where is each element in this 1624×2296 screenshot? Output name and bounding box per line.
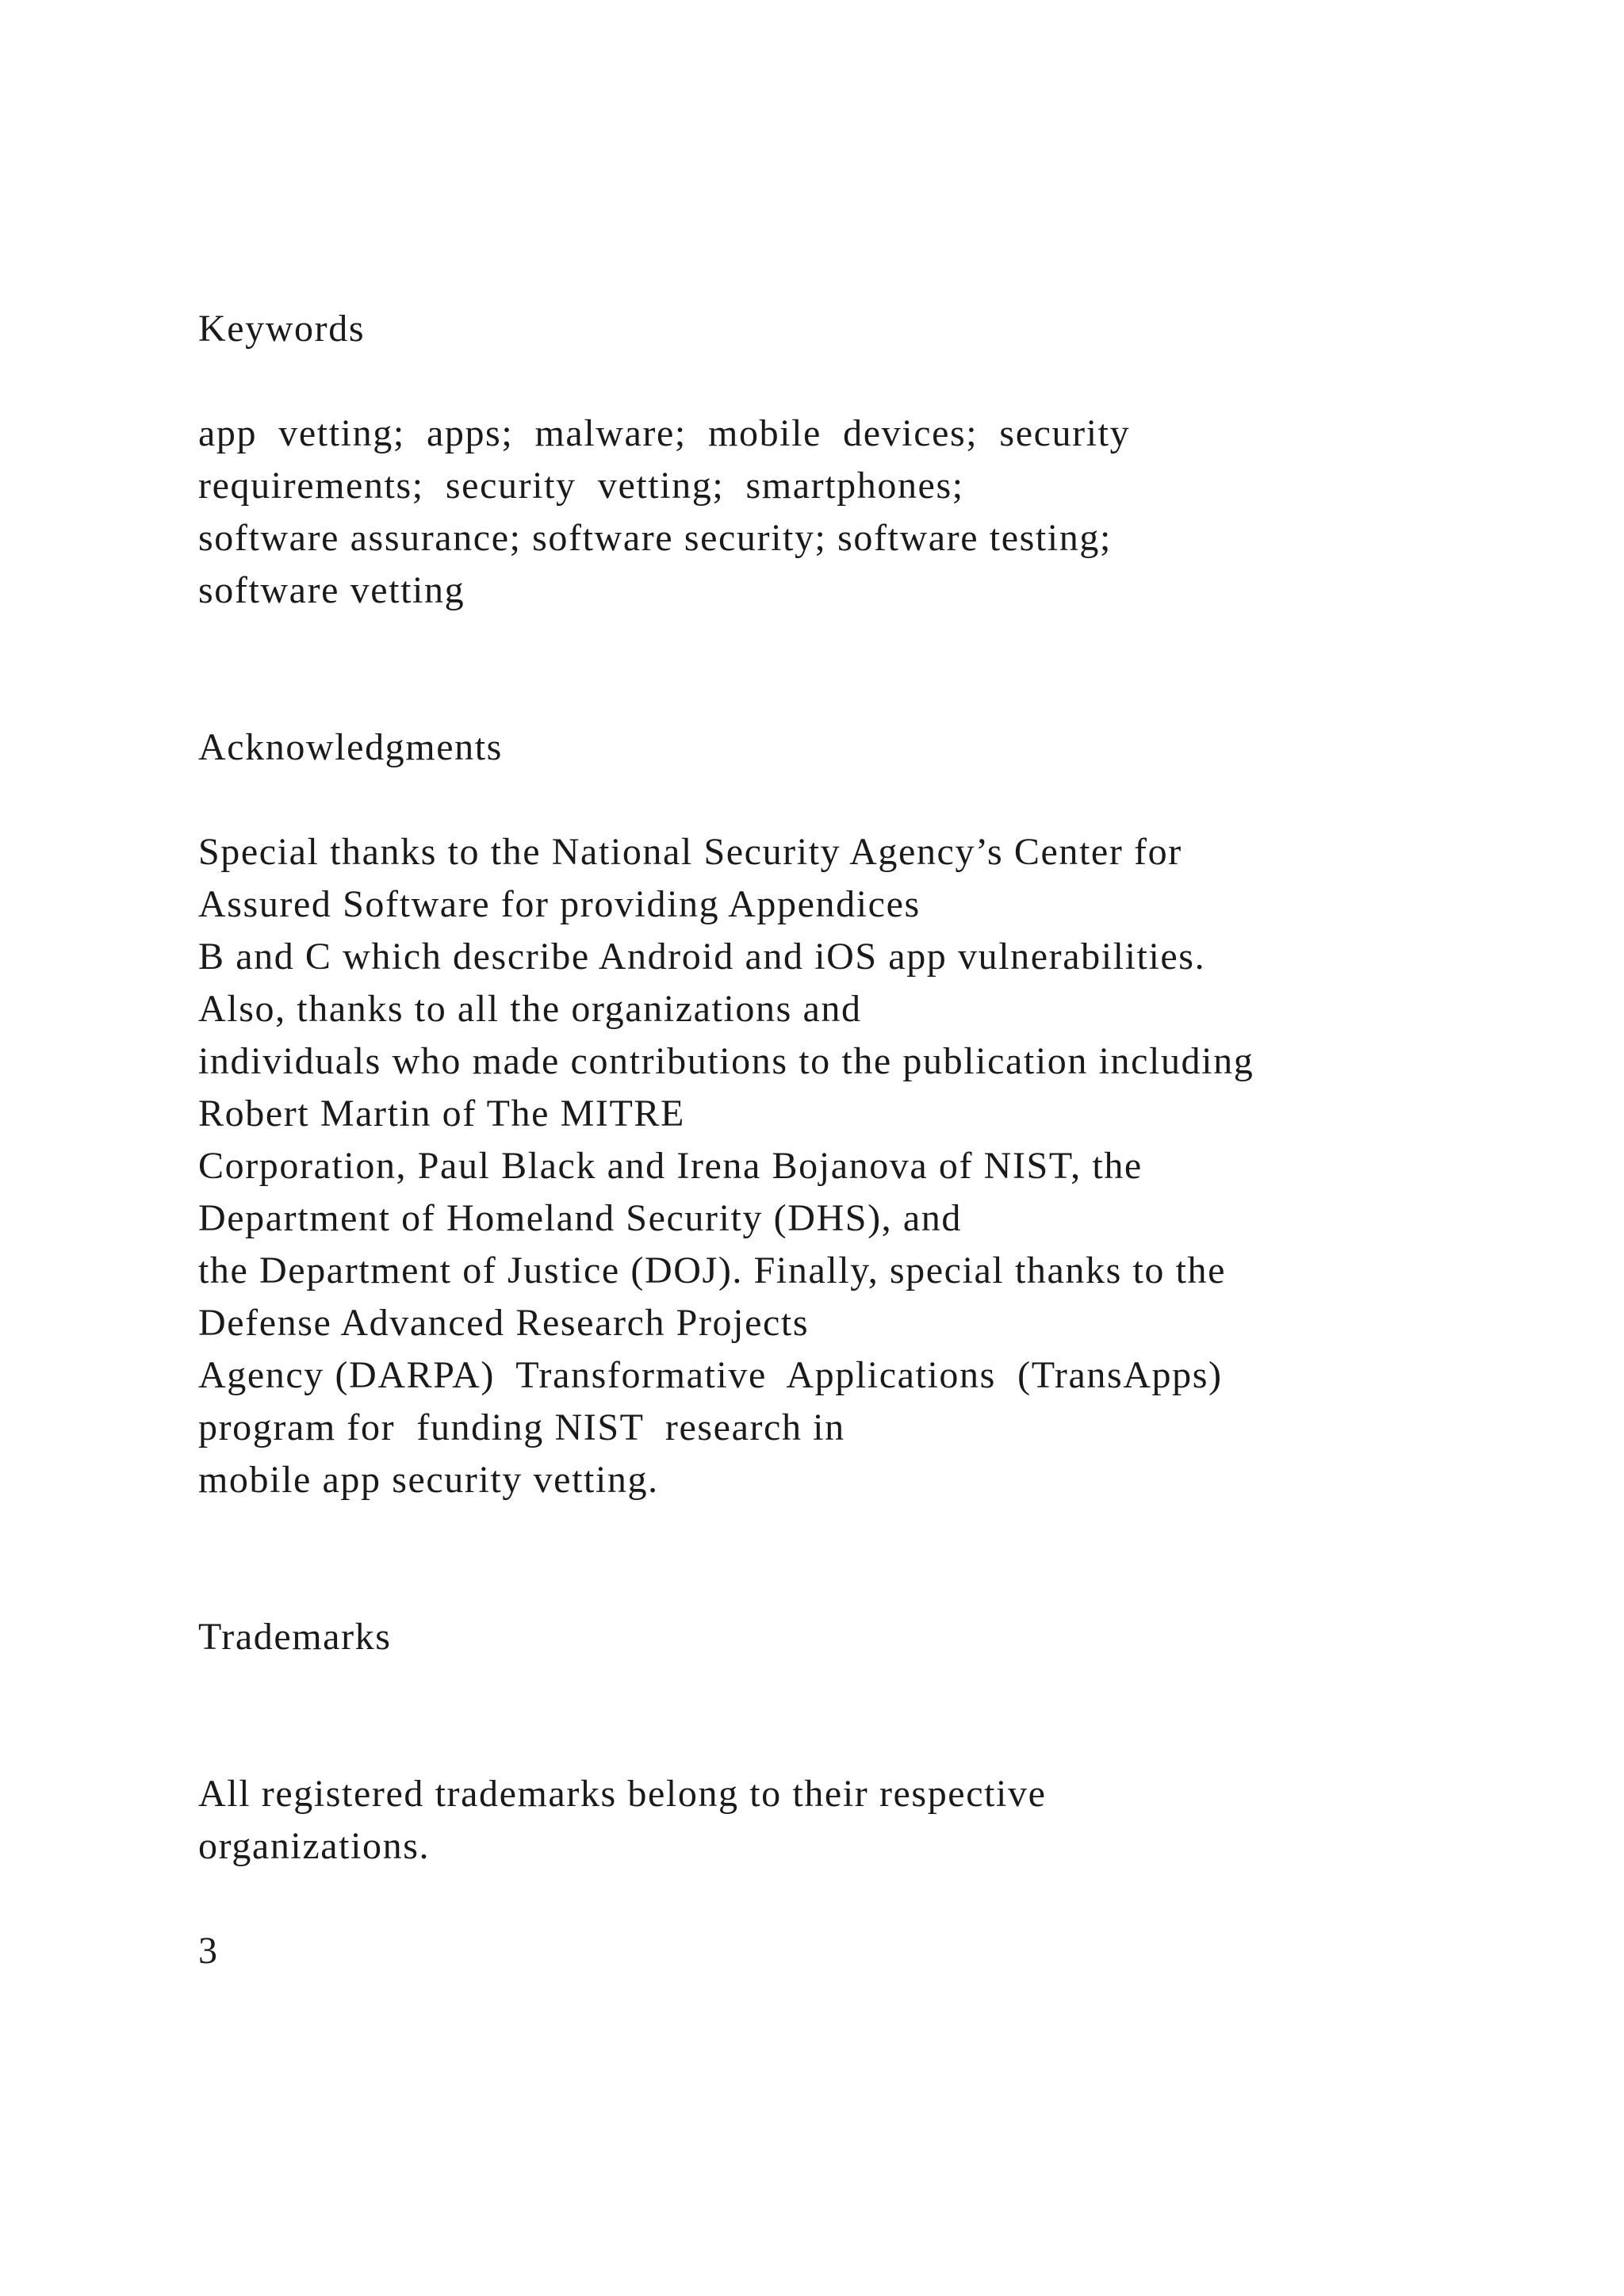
acknowledgments-line: the Department of Justice (DOJ). Finally, special thanks to the <box>198 1249 1227 1292</box>
trademarks-heading: Trademarks <box>198 1616 392 1658</box>
keywords-line: app vetting; apps; malware; mobile devices; security <box>198 412 1131 454</box>
acknowledgments-line: mobile app security vetting. <box>198 1459 659 1501</box>
keywords-line: software assurance; software security; software testing; <box>198 517 1112 559</box>
acknowledgments-line: Defense Advanced Research Projects <box>198 1302 810 1344</box>
acknowledgments-line: individuals who made contributions to the publication including <box>198 1040 1254 1082</box>
acknowledgments-line: B and C which describe Android and iOS app vulnerabilities. <box>198 936 1206 978</box>
keywords-line: software vetting <box>198 569 465 611</box>
page-number: 3 <box>198 1930 219 1972</box>
keywords-line: requirements; security vetting; smartphones; <box>198 465 964 507</box>
acknowledgments-line: Agency (DARPA) Transformative Applications (TransApps) <box>198 1354 1223 1396</box>
acknowledgments-line: Corporation, Paul Black and Irena Bojanova of NIST, the <box>198 1145 1143 1187</box>
acknowledgments-heading: Acknowledgments <box>198 726 503 768</box>
keywords-heading: Keywords <box>198 308 366 350</box>
trademarks-line: organizations. <box>198 1825 431 1867</box>
acknowledgments-line: Assured Software for providing Appendices <box>198 883 921 925</box>
acknowledgments-line: program for funding NIST research in <box>198 1406 845 1448</box>
trademarks-line: All registered trademarks belong to their respective <box>198 1773 1047 1815</box>
acknowledgments-line: Also, thanks to all the organizations and <box>198 988 862 1030</box>
acknowledgments-line: Special thanks to the National Security Agency’s Center for <box>198 831 1182 873</box>
acknowledgments-line: Department of Homeland Security (DHS), and <box>198 1197 962 1239</box>
acknowledgments-line: Robert Martin of The MITRE <box>198 1093 685 1135</box>
